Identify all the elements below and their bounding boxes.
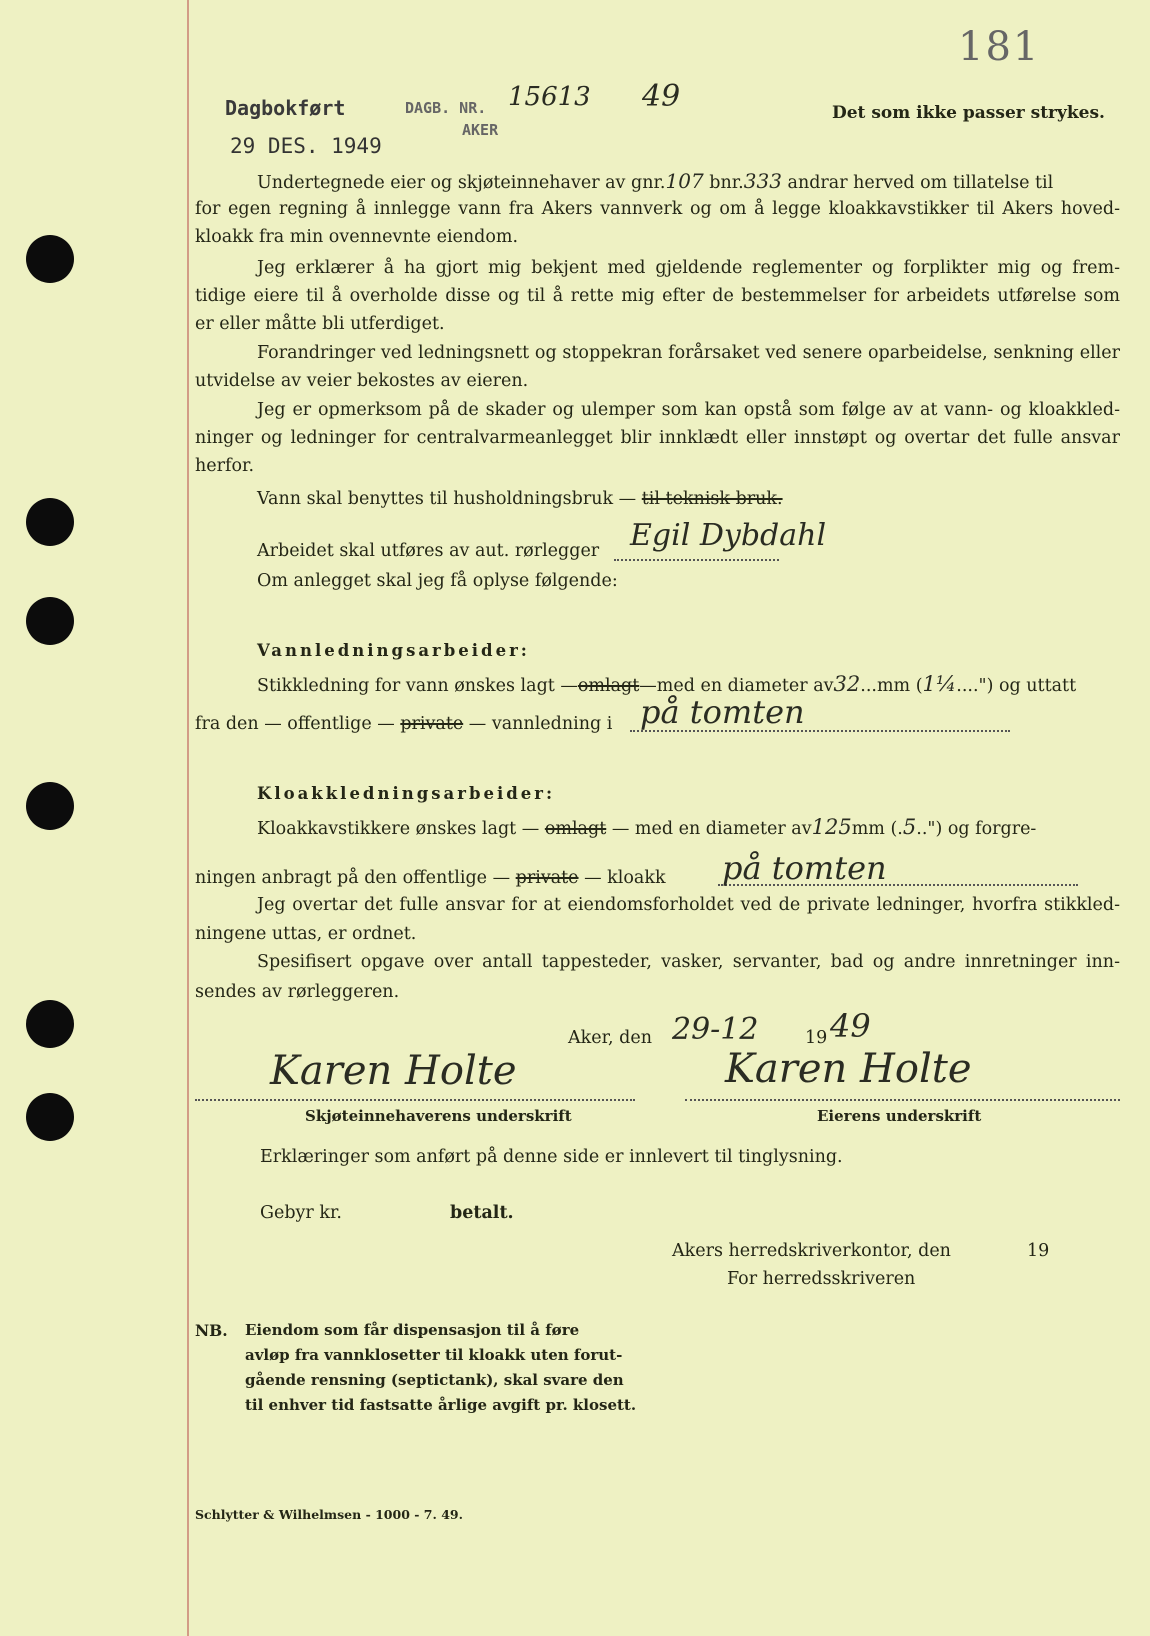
punch-hole (26, 597, 74, 645)
sewer-line-1: Kloakkavstikkere ønskes lagt — omlagt — med en diameter av125mm (.5..") og forgre- (257, 815, 1037, 839)
water-use-struck: til teknisk bruk. (641, 489, 783, 509)
plumber-dotted-line (614, 559, 779, 561)
intro-line-1: Undertegnede eier og skjøteinnehaver av gnr.107 bnr.333 andrar herved om tillatelse til (257, 169, 1054, 193)
punch-hole (26, 235, 74, 283)
water-diameter-in: 1¼ (922, 672, 957, 696)
intro-line-3: kloakk fra min ovennevnte eiendom. (195, 227, 519, 247)
owner-signature-caption: Skjøteinnehaverens underskrift (305, 1107, 572, 1125)
plumber-label: Arbeidet skal utføres av aut. rørlegger (257, 541, 600, 561)
intro-line-2: for egen regning å innlegge vann fra Akers vannverk og om å legge kloakkavstikker til Akers hoved- (195, 199, 1120, 219)
owner-signature: Karen Holte (270, 1048, 517, 1094)
punch-hole (26, 1093, 74, 1141)
fee-label: Gebyr kr. (260, 1203, 342, 1223)
punch-hole (26, 498, 74, 546)
bnr-value: 333 (743, 169, 782, 193)
proprietor-signature: Karen Holte (725, 1046, 972, 1092)
sewer-struck-omlagt: omlagt (544, 819, 607, 839)
responsibility-line-3: Spesifisert opgave over antall tappesteder, vasker, servanter, bad og andre innretninger inn- (257, 952, 1120, 972)
punch-hole (26, 782, 74, 830)
para2-line2: tidige eiere til å overholde disse og til å rette mig efter de bestemmelser for arbeidets utførelse som (195, 286, 1120, 306)
sewer-heading: Kloakkledningsarbeider: (257, 784, 556, 803)
para4-line1: Jeg er opmerksom på de skader og ulemper som kan opstå som følge av at vann- og kloakkled- (257, 400, 1120, 420)
stamp-date: 29 DES. 1949 (230, 134, 382, 158)
para3-line2: utvidelse av veier bekostes av eieren. (195, 371, 529, 391)
para4-line3: herfor. (195, 456, 255, 476)
para3-line1: Forandringer ved ledningsnett og stoppekran forårsaket ved senere oparbeidelse, senkning eller (257, 343, 1120, 363)
water-heading: Vannledningsarbeider: (257, 641, 530, 660)
stamp-dagb-number: 15613 (508, 82, 591, 112)
nb-line-1: Eiendom som får dispensasjon til å føre (245, 1321, 580, 1339)
stamp-municipality: AKER (462, 121, 499, 139)
sewer-struck-private: private (515, 868, 579, 888)
office-year: 19 (1027, 1241, 1050, 1261)
para4-line2: ninger og ledninger for centralvarmeanlegget blir innklædt eller innstøpt og overtar det fulle ansvar (195, 428, 1120, 448)
stamp-dagb-suffix: 49 (642, 79, 681, 114)
year-prefix: 19 (805, 1028, 828, 1048)
para2-line3: er eller måtte bli utferdiget. (195, 314, 445, 334)
sewer-location-handwritten: på tomten (722, 849, 887, 887)
fee-paid-label: betalt. (450, 1203, 514, 1223)
printer-imprint: Schlytter & Wilhelmsen - 1000 - 7. 49. (195, 1507, 463, 1522)
margin-line (187, 0, 189, 1636)
date-handwritten: 29-12 (672, 1012, 759, 1047)
office-line-2: For herredsskriveren (727, 1269, 916, 1289)
office-line-1: Akers herredskriverkontor, den (672, 1241, 951, 1261)
place-date-label: Aker, den (568, 1028, 652, 1048)
year-suffix-handwritten: 49 (830, 1007, 871, 1045)
responsibility-line-4: sendes av rørleggeren. (195, 982, 400, 1002)
nb-line-4: til enhver tid fastsatte årlige avgift pr. klosett. (245, 1396, 637, 1414)
water-diameter-mm: 32 (833, 672, 861, 696)
nb-line-2: avløp fra vannklosetter til kloakk uten forut- (245, 1346, 623, 1364)
proprietor-signature-line (685, 1099, 1120, 1101)
info-prompt: Om anlegget skal jeg få oplyse følgende: (257, 571, 618, 591)
gnr-value: 107 (665, 169, 704, 193)
water-use-line: Vann skal benyttes til husholdningsbruk — til teknisk bruk. (257, 489, 783, 509)
sewer-diameter-in: 5 (902, 815, 917, 839)
water-struck-omlagt: omlagt (577, 676, 640, 696)
nb-line-3: gående rensning (septictank), skal svare den (245, 1371, 624, 1389)
punch-hole (26, 1000, 74, 1048)
owner-signature-line (195, 1099, 635, 1101)
sewer-diameter-mm: 125 (811, 815, 852, 839)
water-struck-private: private (400, 714, 464, 734)
stamp-dagb-label: DAGB. NR. (405, 99, 487, 117)
sewer-line-2: ningen anbragt på den offentlige — private — kloakk (195, 868, 666, 888)
water-line-2: fra den — offentlige — private — vannledning i (195, 714, 613, 734)
proprietor-signature-caption: Eierens underskrift (817, 1107, 982, 1125)
stamp-dagbokfort: Dagbokført (225, 96, 346, 120)
water-location-handwritten: på tomten (640, 693, 805, 731)
header-note: Det som ikke passer strykes. (832, 103, 1105, 123)
plumber-name-handwritten: Egil Dybdahl (630, 518, 827, 553)
para2-line1: Jeg erklærer å ha gjort mig bekjent med gjeldende reglementer og forplikter mig og frem- (257, 258, 1120, 278)
responsibility-line-1: Jeg overtar det fulle ansvar for at eiendomsforholdet ved de private ledninger, hvorfra stikkled- (257, 895, 1120, 915)
registration-note: Erklæringer som anført på denne side er innlevert til tinglysning. (260, 1147, 843, 1167)
water-line-1: Stikkledning for vann ønskes lagt —omlagt—med en diameter av32...mm (1¼....") og uttatt (257, 672, 1077, 696)
page-number: 181 (958, 24, 1041, 70)
nb-label: NB. (195, 1321, 228, 1340)
responsibility-line-2: ningene uttas, er ordnet. (195, 924, 417, 944)
